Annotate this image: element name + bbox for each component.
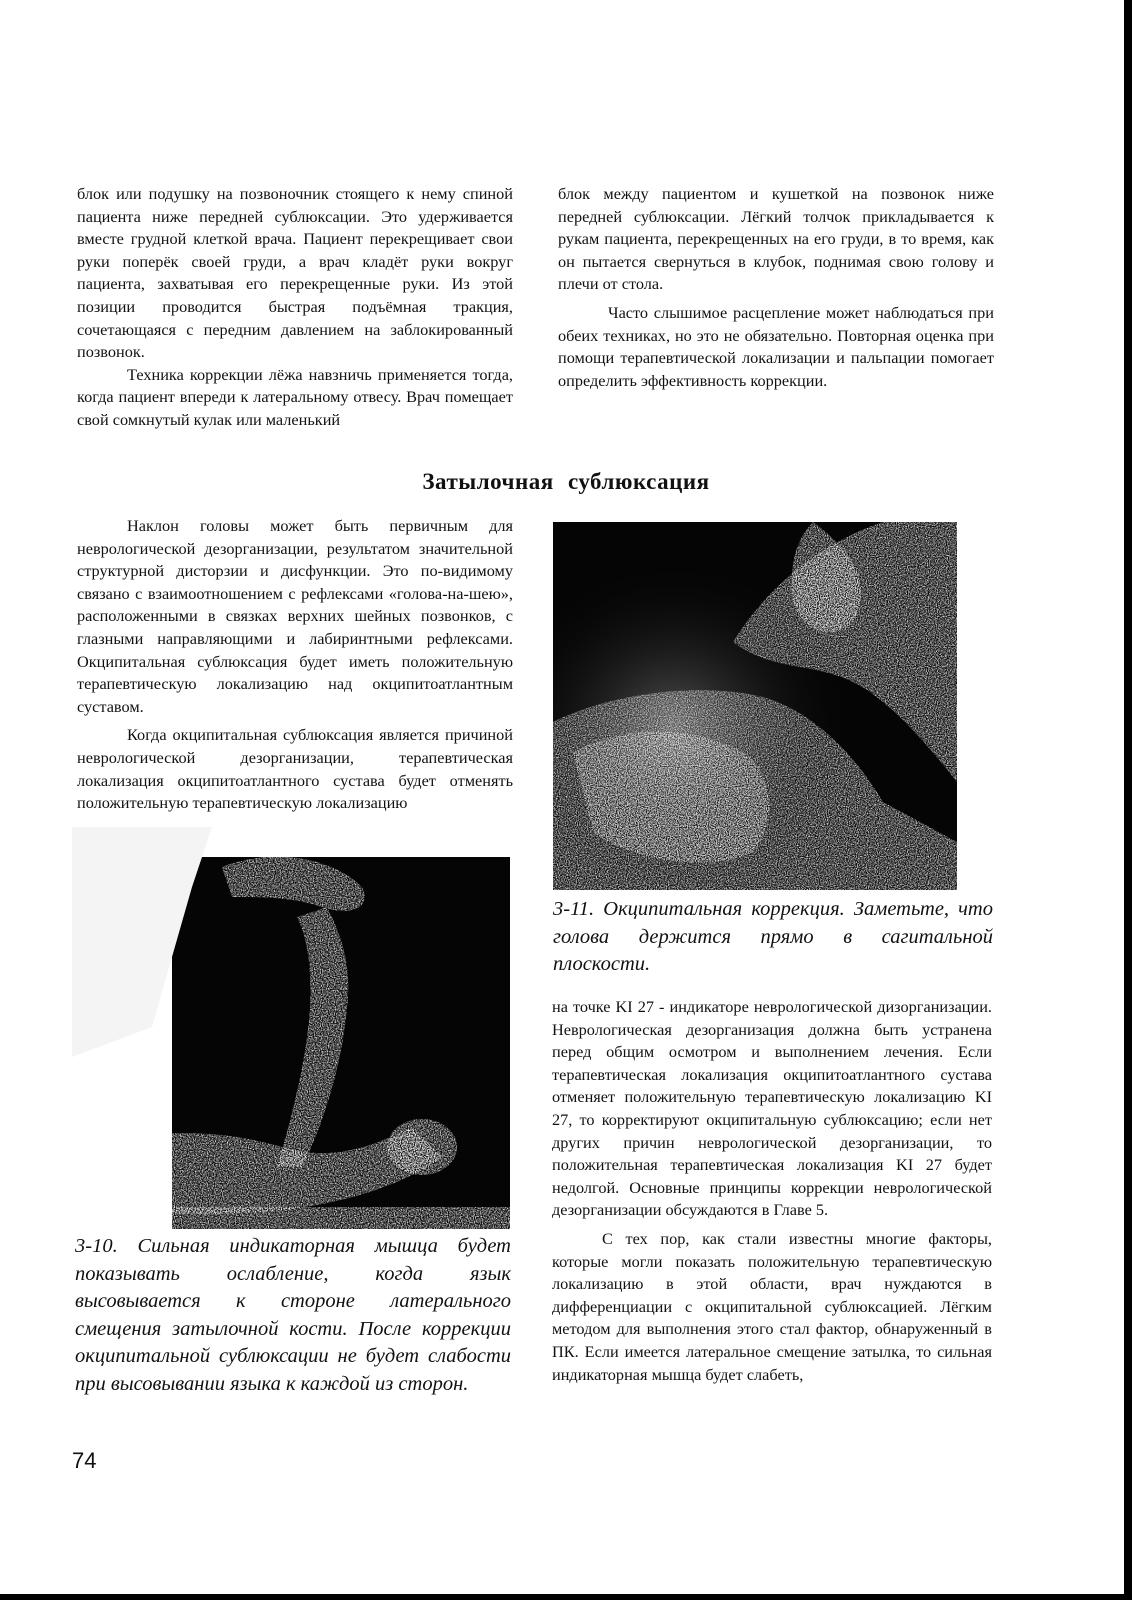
page-number: 74 (72, 1448, 97, 1473)
section-heading: Затылочная сублюксация (422, 469, 710, 494)
paragraph: на точке KI 27 - индикаторе неврологической дизорганизации. Неврологическая дезорганизация должна быть устранена перед общим осмотром и выполнением лечения. Если терапевтическая локализация окципитоатлантного сустава отменяет положительную терапевтическую локализацию KI 27, то корректируют окципитальную сублюксацию; если нет других причин неврологической дезорганизации, то положительная терапевтическая локализация KI 27 будет недолгой. Основные принципы коррекции неврологической дезорганизации обсуждаются в Главе 5. (552, 997, 992, 1220)
body-left-column (77, 515, 513, 815)
figure-3-10-caption: 3-10. Сильная индикаторная мышца будет показывать ослабление, когда язык высовывается к стороне латерального смещения затылочной кости. После коррекции окципитальной сублюксации не будет слабости при высовывании языка к каждой из сторон. (75, 1235, 511, 1395)
paragraph: Наклон головы может быть первичным для неврологической дезорганизации, результатом значительной структурной дисторзии и дисфункции. Это по-видимому связано с взаимоотношением с рефлексами «голова-на-шею», расположенными в связках верхних шейных позвонков, с глазными направляющими и лабиринтными рефлексами. Окципитальная сублюксация будет иметь положительную терапевтическую локализацию над окципитоатлантным суставом. (77, 516, 513, 716)
figure-3-11-photo (553, 522, 957, 890)
paragraph: блок между пациентом и кушеткой на позвонок ниже передней сублюксации. Лёгкий толчок прикладывается к рукам пациента, перекрещенных на его груди, в то время, как он пытается свернуться в клубок, поднимая свою голову и плечи от стола. (558, 184, 994, 294)
top-left-column (77, 183, 513, 432)
figure-3-11-caption: 3-11. Окципитальная коррекция. Заметьте, что голова держится прямо в сагитальной плоскости. (553, 898, 993, 975)
paragraph: Часто слышимое расцепление может наблюдаться при обеих техниках, но это не обязательно. Повторная оценка при помощи терапевтической локализации и пальпации помогает определить эффективность коррекции. (558, 302, 994, 390)
scan-edge-right (1124, 0, 1132, 1600)
paragraph: С тех пор, как стали известны многие факторы, которые могли показать положительную терапевтическую локализацию в этой области, врач нуждаются в дифференциации с окципитальной сублюксацией. Лёгким методом для выполнения этого стал фактор, обнаруженный в ПК. Если имеется латеральное смещение затылка, то сильная индикаторная мышца будет слабеть, (552, 1228, 992, 1384)
scan-edge-bottom (0, 1594, 1132, 1600)
paragraph: Техника коррекции лёжа навзничь применяется тогда, когда пациент впереди к латеральному отвесу. Врач помещает свой сомкнутый кулак или маленький (77, 364, 513, 429)
occipital-correction-photo (553, 522, 957, 890)
paragraph: блок или подушку на позвоночник стоящего к нему спиной пациента ниже передней сублюксации. Это удерживается вместе грудной клеткой врача. Пациент перекрещивает свои руки поперёк своей груди, а врач кладёт руки вокруг пациента, захватывая его перекрещенные руки. Из этой позиции проводится быстрая подъёмная тракция, сочетающаяся с передним давлением на заблокированный позвонок. (77, 184, 513, 362)
paragraph: Когда окципитальная сублюксация является причиной неврологической дезорганизации, терапевтическая локализация окципитоатлантного сустава будет отменять положительную терапевтическую локализацию (77, 725, 513, 813)
body-right-column (552, 996, 992, 1386)
top-right-column (558, 183, 994, 392)
figure-3-10-photo (72, 827, 510, 1229)
indicator-muscle-test-photo (72, 827, 510, 1229)
